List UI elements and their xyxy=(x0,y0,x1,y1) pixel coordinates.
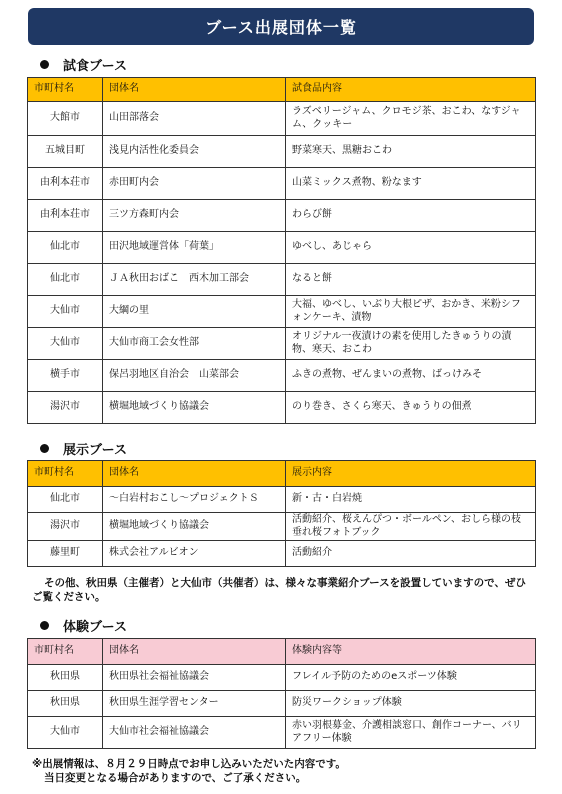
cell-org: ＪＡ秋田おばこ 西木加工部会 xyxy=(103,264,286,296)
header-org: 団体名 xyxy=(103,461,286,487)
cell-content: ラズベリージャム、クロモジ茶、おこわ、なすジャム、クッキー xyxy=(286,102,536,136)
cell-org: 浅見内活性化委員会 xyxy=(103,136,286,168)
cell-org: 大綱の里 xyxy=(103,296,286,328)
cell-org: 大仙市社会福祉協議会 xyxy=(103,717,286,749)
exhibit-heading-label: 展示ブース xyxy=(63,443,127,458)
table-row xyxy=(28,392,536,424)
header-org: 団体名 xyxy=(103,639,286,665)
tasting-heading-label: 試食ブース xyxy=(63,59,127,74)
cell-city: 藤里町 xyxy=(28,541,103,567)
header-city: 市町村名 xyxy=(28,78,103,102)
cell-city: 湯沢市 xyxy=(28,513,103,541)
header-content: 試食品内容 xyxy=(286,78,536,102)
cell-content: 赤い羽根募金、介護相談窓口、創作コーナー、バリアフリー体験 xyxy=(286,717,536,749)
table-row xyxy=(28,328,536,360)
table-header-row xyxy=(28,78,536,102)
experience-heading-label: 体験ブース xyxy=(63,620,127,635)
cell-city: 五城目町 xyxy=(28,136,103,168)
cell-org: 保呂羽地区自治会 山菜部会 xyxy=(103,360,286,392)
cell-org: 横堀地域づくり協議会 xyxy=(103,513,286,541)
table-row xyxy=(28,487,536,513)
tasting-table xyxy=(27,77,536,424)
cell-city: 仙北市 xyxy=(28,487,103,513)
table-row xyxy=(28,665,536,691)
table-row xyxy=(28,717,536,749)
table-row xyxy=(28,264,536,296)
cell-org: 大仙市商工会女性部 xyxy=(103,328,286,360)
header-city: 市町村名 xyxy=(28,461,103,487)
cell-org: ～白岩村おこし～プロジェクトＳ xyxy=(103,487,286,513)
cell-content: 防災ワークショップ体験 xyxy=(286,691,536,717)
cell-content: 大福、ゆべし、いぶり大根ピザ、おかき、米粉シフォンケーキ、漬物 xyxy=(286,296,536,328)
cell-city: 由利本荘市 xyxy=(28,168,103,200)
cell-org: 山田部落会 xyxy=(103,102,286,136)
table-row xyxy=(28,541,536,567)
cell-content: わらび餅 xyxy=(286,200,536,232)
table-row xyxy=(28,200,536,232)
experience-table xyxy=(27,638,536,749)
cell-city: 大館市 xyxy=(28,102,103,136)
cell-city: 大仙市 xyxy=(28,296,103,328)
cell-content: 山菜ミックス煮物、粉なます xyxy=(286,168,536,200)
cell-org: 三ツ方森町内会 xyxy=(103,200,286,232)
cell-city: 由利本荘市 xyxy=(28,200,103,232)
header-content: 展示内容 xyxy=(286,461,536,487)
cell-org: 株式会社アルビオン xyxy=(103,541,286,567)
table-header-row xyxy=(28,639,536,665)
table-row xyxy=(28,360,536,392)
cell-content: フレイル予防のためのeスポーツ体験 xyxy=(286,665,536,691)
cell-city: 秋田県 xyxy=(28,691,103,717)
table-row xyxy=(28,691,536,717)
cell-content: ゆべし、あじゃら xyxy=(286,232,536,264)
disclaimer-line-1: ※出展情報は、８月２９日時点でお申し込みいただいた内容です。 xyxy=(32,758,346,770)
cell-content: なると餅 xyxy=(286,264,536,296)
exhibit-table xyxy=(27,460,536,567)
table-header-row xyxy=(28,461,536,487)
cell-city: 湯沢市 xyxy=(28,392,103,424)
cell-org: 田沢地域運営体「荷葉」 xyxy=(103,232,286,264)
table-row xyxy=(28,296,536,328)
cell-content: のり巻き、さくら寒天、きゅうりの佃煮 xyxy=(286,392,536,424)
cell-content: ふきの煮物、ぜんまいの煮物、ばっけみそ xyxy=(286,360,536,392)
table-row xyxy=(28,136,536,168)
page-title: ブース出展団体一覧 xyxy=(28,8,534,45)
cell-org: 赤田町内会 xyxy=(103,168,286,200)
table-row xyxy=(28,102,536,136)
table-row xyxy=(28,168,536,200)
disclaimer-line-2: 当日変更となる場合がありますので、ご了承ください。 xyxy=(44,772,307,784)
cell-org: 秋田県生涯学習センター xyxy=(103,691,286,717)
header-org: 団体名 xyxy=(103,78,286,102)
tasting-section-heading xyxy=(40,55,127,74)
table-row xyxy=(28,232,536,264)
cell-content: 活動紹介 xyxy=(286,541,536,567)
cell-city: 大仙市 xyxy=(28,717,103,749)
exhibit-section-heading xyxy=(40,439,127,458)
bullet-icon xyxy=(40,621,49,630)
cell-content: 野菜寒天、黒糖おこわ xyxy=(286,136,536,168)
header-content: 体験内容等 xyxy=(286,639,536,665)
header-city: 市町村名 xyxy=(28,639,103,665)
table-row xyxy=(28,513,536,541)
cell-org: 秋田県社会福祉協議会 xyxy=(103,665,286,691)
experience-section-heading xyxy=(40,616,127,635)
cell-content: 新・古・白岩焼 xyxy=(286,487,536,513)
bullet-icon xyxy=(40,60,49,69)
cell-city: 仙北市 xyxy=(28,264,103,296)
cell-content: オリジナル一夜漬けの素を使用したきゅうりの漬物、寒天、おこわ xyxy=(286,328,536,360)
sponsor-note: その他、秋田県（主催者）と大仙市（共催者）は、様々な事業紹介ブースを設置していますので、ぜひご覧ください。 xyxy=(32,577,526,603)
cell-content: 活動紹介、桜えんぴつ・ボールペン、おしら様の枝垂れ桜フォトブック xyxy=(286,513,536,541)
cell-city: 仙北市 xyxy=(28,232,103,264)
cell-city: 秋田県 xyxy=(28,665,103,691)
cell-city: 横手市 xyxy=(28,360,103,392)
bullet-icon xyxy=(40,444,49,453)
cell-city: 大仙市 xyxy=(28,328,103,360)
cell-org: 横堀地域づくり協議会 xyxy=(103,392,286,424)
